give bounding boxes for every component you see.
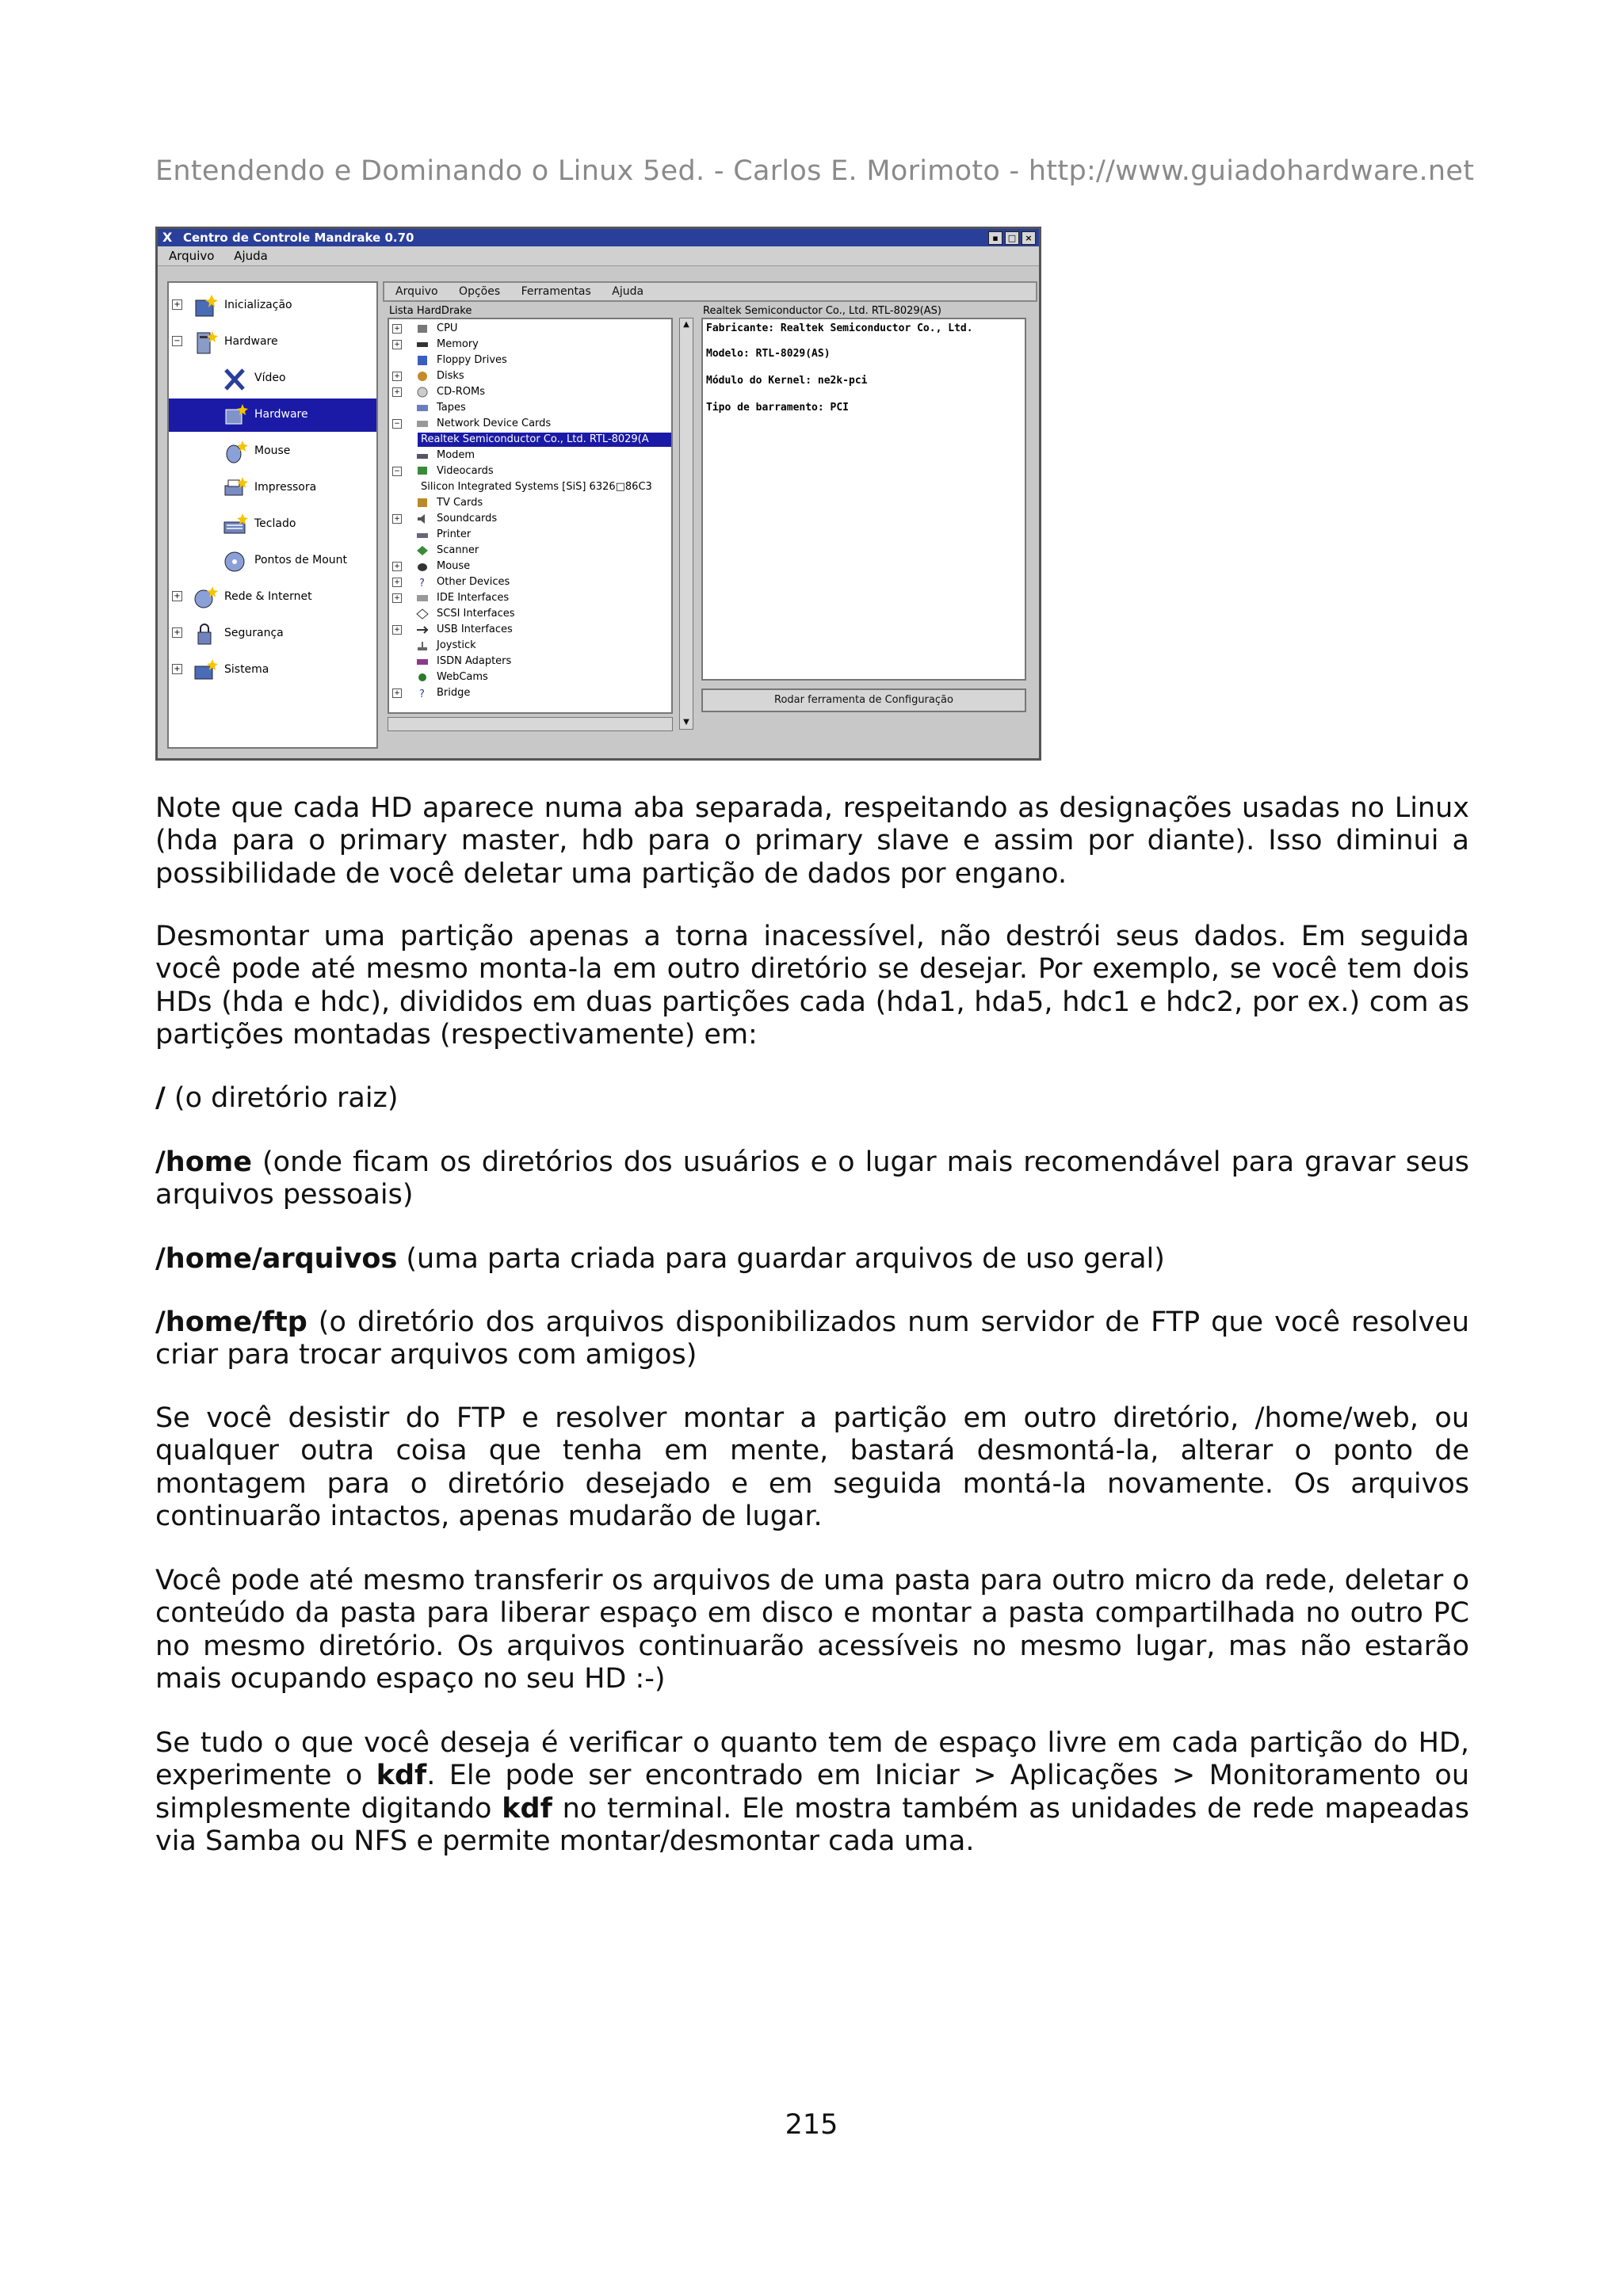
tree-item[interactable]: SCSI Interfaces xyxy=(389,606,673,622)
expand-icon[interactable]: + xyxy=(392,514,402,524)
run-config-tool-button[interactable]: Rodar ferramenta de Configuração xyxy=(701,688,1026,712)
tree-item[interactable]: Tapes xyxy=(389,400,673,416)
tape-icon xyxy=(416,402,429,414)
expand-icon[interactable]: + xyxy=(392,625,402,635)
scroll-down-icon[interactable]: ▼ xyxy=(683,718,689,727)
page-number: 215 xyxy=(785,2109,838,2141)
disk-icon xyxy=(416,371,429,382)
menu-ajuda[interactable]: Ajuda xyxy=(234,249,268,263)
computer-tower-icon xyxy=(193,330,218,354)
isdn-icon xyxy=(416,656,429,667)
dir-desc: (o diretório dos arquivos disponibilizados num servidor de FTP que você resolveu criar para trocar arquivos com amigos) xyxy=(155,1306,1469,1371)
nav-item-mouse[interactable] xyxy=(169,435,376,468)
expand-icon[interactable]: + xyxy=(392,578,402,587)
menu-ajuda-inner[interactable]: Ajuda xyxy=(612,285,644,298)
tree-item[interactable]: Floppy Drives xyxy=(389,353,673,368)
expand-icon[interactable]: + xyxy=(172,591,182,601)
expand-icon[interactable]: + xyxy=(392,562,402,571)
webcam-icon xyxy=(416,672,429,683)
tree-item-selected[interactable]: Realtek Semiconductor Co., Ltd. RTL-8029(A xyxy=(389,432,673,448)
menu-arquivo[interactable]: Arquivo xyxy=(169,249,215,263)
dir-path: /home/arquivos xyxy=(155,1243,398,1275)
tree-item[interactable]: + ? Other Devices xyxy=(389,574,673,590)
tree-item[interactable]: Scanner xyxy=(389,543,673,559)
nav-label: Mouse xyxy=(254,444,291,457)
dir-home-ftp xyxy=(155,1306,1469,1372)
nav-item-teclado[interactable] xyxy=(169,508,376,541)
mandrake-control-center-screenshot xyxy=(155,227,1041,761)
dir-path: / xyxy=(155,1082,166,1114)
cdrom-icon xyxy=(416,387,429,398)
speaker-icon xyxy=(416,513,429,524)
mouse-icon xyxy=(223,440,248,463)
dir-path: /home/ftp xyxy=(155,1306,307,1338)
minimize-button[interactable]: ▪ xyxy=(988,231,1002,245)
menu-arquivo-inner[interactable]: Arquivo xyxy=(395,285,438,298)
dir-root xyxy=(155,1082,1469,1115)
menu-ferramentas[interactable]: Ferramentas xyxy=(521,285,591,298)
nav-label: Impressora xyxy=(254,481,317,494)
nav-label: Pontos de Mount xyxy=(254,554,348,566)
tree-item[interactable]: Printer xyxy=(389,527,673,543)
tree-vertical-scrollbar[interactable] xyxy=(679,318,693,730)
collapse-icon[interactable]: − xyxy=(392,467,402,476)
lock-icon xyxy=(193,622,218,646)
harddrake-area xyxy=(383,281,1033,750)
dir-desc: (onde ficam os diretórios dos usuários e o lugar mais recomendável para gravar seus arquivos pessoais) xyxy=(155,1146,1469,1211)
tree-item[interactable]: Modem xyxy=(389,448,673,463)
network-card-icon xyxy=(416,418,429,429)
scanner-icon xyxy=(416,545,429,556)
info-line: Módulo do Kernel: ne2k-pci xyxy=(706,375,868,387)
usb-icon xyxy=(416,624,429,635)
tree-item[interactable]: − Videocards xyxy=(389,463,673,479)
nav-label: Inicialização xyxy=(224,299,292,311)
svg-text:?: ? xyxy=(419,578,425,588)
nav-item-sistema[interactable] xyxy=(169,654,376,687)
cpu-icon xyxy=(416,323,429,334)
floppy-icon xyxy=(416,355,429,366)
dir-path: /home xyxy=(155,1146,252,1178)
info-label: Realtek Semiconductor Co., Ltd. RTL-8029(AS) xyxy=(703,305,941,317)
nav-item-hardware[interactable] xyxy=(169,399,376,432)
tree-item[interactable]: Joystick xyxy=(389,638,673,654)
info-line: Tipo de barramento: PCI xyxy=(706,402,850,414)
dir-desc: (uma parta criada para guardar arquivos de uso geral) xyxy=(397,1243,1165,1275)
menu-opcoes[interactable]: Opções xyxy=(459,285,501,298)
nav-label: Teclado xyxy=(254,517,296,530)
expand-icon[interactable]: + xyxy=(392,688,402,698)
hardware-chip-icon xyxy=(223,403,248,427)
tree-item[interactable]: + ? Bridge xyxy=(389,685,673,701)
tree-item[interactable]: − Network Device Cards xyxy=(389,416,673,432)
expand-icon[interactable]: + xyxy=(172,664,182,674)
tree-label: Lista HardDrake xyxy=(389,305,472,317)
paragraph-3: Se você desistir do FTP e resolver montar a partição em outro diretório, /home/web, ou qualquer outra coisa que tenha em mente, bastará desmontá-la, alterar o ponto de montagem para o diretório desejado e em seguida montá-la novamente. Os arquivos continuarão intactos, apenas mudarão de lugar. xyxy=(155,1402,1469,1532)
tree-item[interactable]: WebCams xyxy=(389,669,673,685)
paragraph-5: Se tudo o que você deseja é verificar o quanto tem de espaço livre em cada partição do HD, experimente o kdf. Ele pode ser encontrado em Iniciar > Aplicações > Monitoramento ou simplesmente digitando kdf no terminal. Ele mostra também as unidades de rede mapeadas via Samba ou NFS e permite montar/desmontar cada uma. xyxy=(155,1727,1469,1857)
tree-item[interactable]: + Memory xyxy=(389,337,673,353)
nav-label: Sistema xyxy=(224,663,269,676)
info-line: Fabricante: Realtek Semiconductor Co., Ltd. xyxy=(706,322,973,334)
tree-item[interactable]: + CPU xyxy=(389,321,673,337)
kdf-command: kdf xyxy=(376,1760,427,1792)
tree-item[interactable]: ISDN Adapters xyxy=(389,654,673,669)
modem-icon xyxy=(416,450,429,461)
dir-home xyxy=(155,1146,1469,1212)
expand-icon[interactable]: + xyxy=(392,372,402,381)
device-info-panel xyxy=(701,318,1026,681)
nav-item-pontos-de-mount[interactable] xyxy=(169,544,376,578)
question-icon xyxy=(416,577,429,588)
nav-label: Hardware xyxy=(224,335,278,348)
tree-item[interactable]: Silicon Integrated Systems [SiS] 6326□86C3 xyxy=(421,481,652,493)
printer-icon xyxy=(416,529,429,540)
svg-text:?: ? xyxy=(419,688,425,699)
paragraph-2: Desmontar uma partição apenas a torna inacessível, não destrói seus dados. Em seguida você pode até mesmo monta-la em outro diretório se desejar. Por exemplo, se você tem dois HDs (hda e hdc), divididos em duas partições cada (hda1, hda5, hdc1 e hdc2, por ex.) com as partições montadas (respectivamente) em: xyxy=(155,921,1469,1051)
expand-icon[interactable]: + xyxy=(392,324,402,334)
nav-panel xyxy=(167,281,378,749)
nav-item-rede-internet[interactable] xyxy=(169,581,376,614)
window-titlebar xyxy=(158,229,1039,246)
mouse-icon xyxy=(416,561,429,572)
question-icon xyxy=(416,688,429,699)
joystick-icon xyxy=(416,640,429,651)
expand-icon[interactable]: + xyxy=(172,627,182,638)
tree-item[interactable]: + Soundcards xyxy=(389,511,673,527)
system-icon xyxy=(193,658,218,682)
harddrake-menubar xyxy=(383,281,1037,302)
nav-label: Segurança xyxy=(224,627,284,639)
videocard-icon xyxy=(416,466,429,477)
expand-icon[interactable]: + xyxy=(172,299,182,310)
close-button[interactable]: × xyxy=(1022,231,1036,245)
device-tree xyxy=(388,318,673,714)
main-menubar xyxy=(158,246,1039,266)
nav-item-impressora[interactable] xyxy=(169,471,376,505)
window-title: Centro de Controle Mandrake 0.70 xyxy=(183,231,414,245)
dir-home-arquivos xyxy=(155,1243,1469,1276)
nav-label: Hardware xyxy=(254,408,308,421)
disk-icon xyxy=(223,549,248,573)
dir-desc: (o diretório raiz) xyxy=(165,1082,399,1114)
nav-label: Vídeo xyxy=(254,372,286,384)
printer-icon xyxy=(223,476,248,500)
nav-label: Rede & Internet xyxy=(224,590,312,603)
page-header: Entendendo e Dominando o Linux 5ed. - Carlos E. Morimoto - http://www.guiadohardware.net xyxy=(155,155,1475,187)
scroll-up-icon[interactable]: ▲ xyxy=(683,320,689,329)
tree-item[interactable]: + USB Interfaces xyxy=(389,622,673,638)
tree-item[interactable]: + IDE Interfaces xyxy=(389,590,673,606)
keyboard-icon xyxy=(223,513,248,536)
expand-icon[interactable]: + xyxy=(392,340,402,349)
network-globe-icon xyxy=(193,585,218,609)
scsi-icon xyxy=(416,608,429,620)
kdf-command: kdf xyxy=(502,1792,552,1825)
memory-icon xyxy=(416,339,429,350)
tree-horizontal-scrollbar[interactable] xyxy=(388,717,673,731)
collapse-icon[interactable]: − xyxy=(172,336,182,346)
nav-item-hardware-group[interactable] xyxy=(169,326,376,359)
startup-icon xyxy=(193,294,218,318)
expand-icon[interactable]: + xyxy=(392,593,402,603)
maximize-button[interactable]: □ xyxy=(1005,231,1019,245)
nav-item-seguranca[interactable] xyxy=(169,617,376,650)
tree-item[interactable]: TV Cards xyxy=(389,495,673,511)
paragraph-1: Note que cada HD aparece numa aba separada, respeitando as designações usadas no Linux (hda para o primary master, hdb para o primary slave e assim por diante). Isso diminui a possibilidade de você deletar uma partição de dados por engano. xyxy=(155,792,1469,890)
paragraph-4: Você pode até mesmo transferir os arquivos de uma pasta para outro micro da rede, deletar o conteúdo da pasta para liberar espaço em disco e montar a pasta compartilhada no outro PC no mesmo diretório. Os arquivos continuarão acessíveis no mesmo lugar, mas não estarão mais ocupando espaço no seu HD :-) xyxy=(155,1565,1469,1695)
info-line: Modelo: RTL-8029(AS) xyxy=(706,348,831,360)
tree-item[interactable]: + CD-ROMs xyxy=(389,384,673,400)
x-logo-icon: X xyxy=(162,230,173,245)
tree-item[interactable]: + Mouse xyxy=(389,559,673,574)
tv-icon xyxy=(416,498,429,509)
nav-item-video[interactable] xyxy=(169,362,376,395)
collapse-icon[interactable]: − xyxy=(392,419,402,429)
xfree-icon xyxy=(223,367,248,391)
tree-item[interactable]: + Disks xyxy=(389,368,673,384)
expand-icon[interactable]: + xyxy=(392,387,402,397)
nav-item-inicializacao[interactable] xyxy=(169,289,376,322)
ide-icon xyxy=(416,593,429,604)
